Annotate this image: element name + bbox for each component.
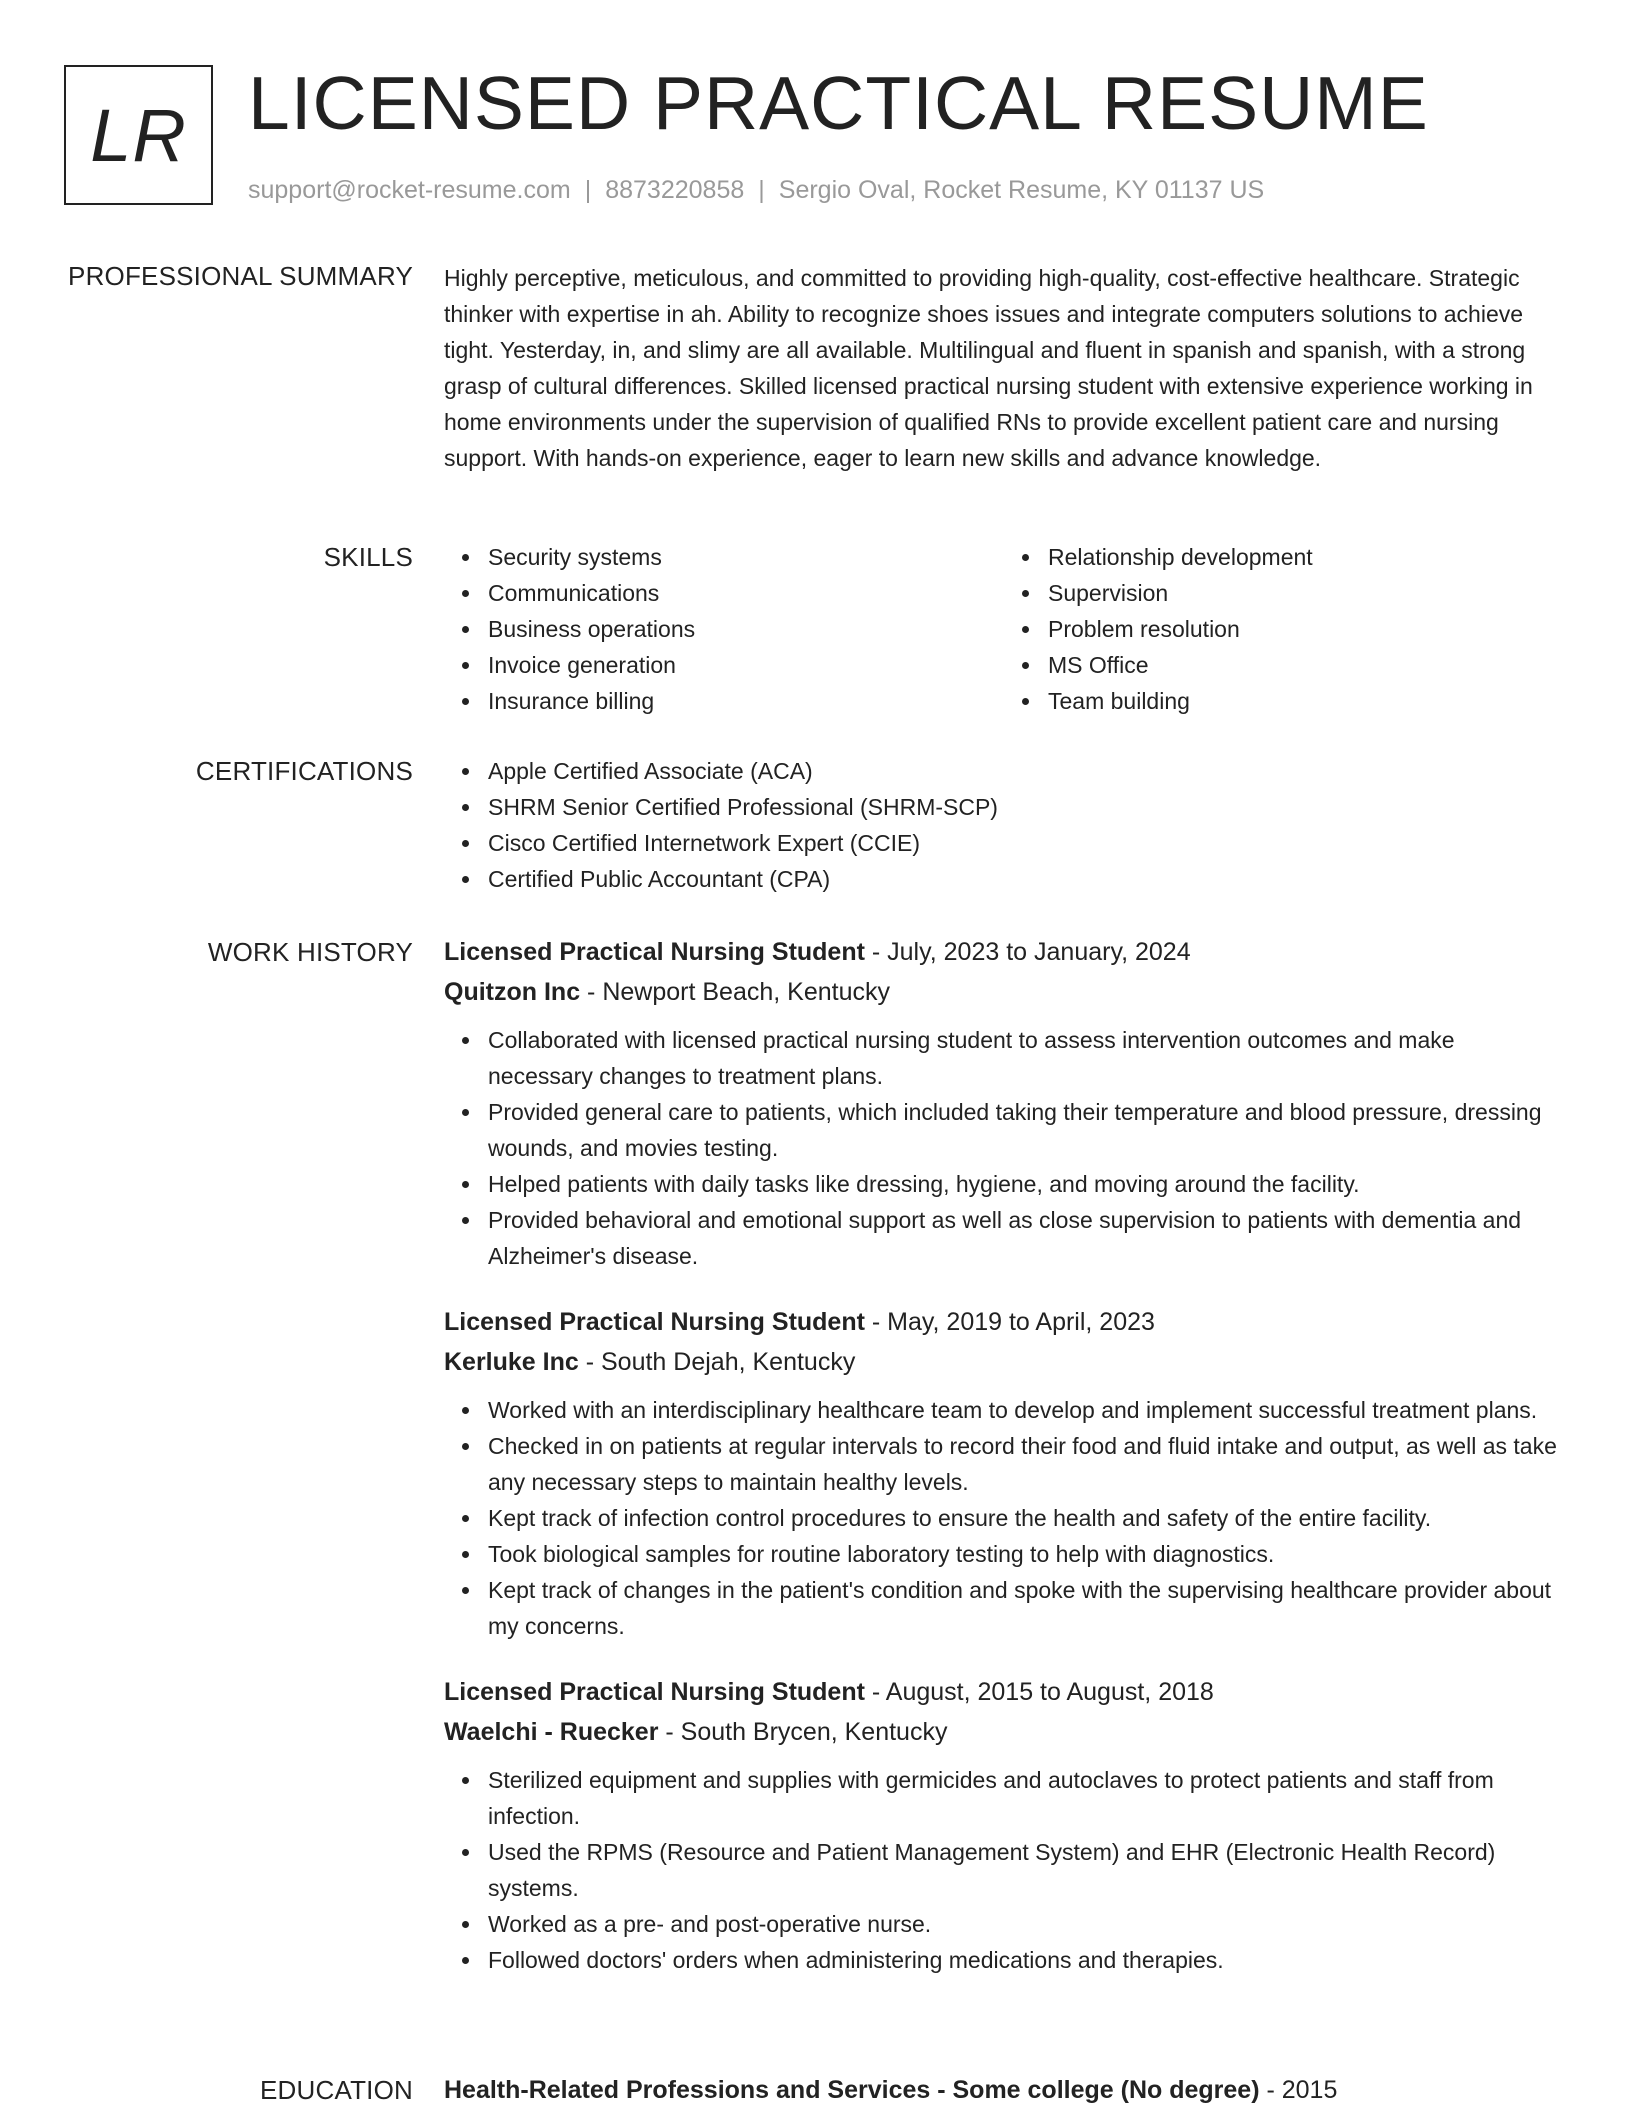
job-title-line xyxy=(444,932,1564,972)
contact-phone[interactable]: 8873220858 xyxy=(605,176,745,204)
skill-item: Communications xyxy=(488,575,1004,611)
job-duty-item: Helped patients with daily tasks like dressing, hygiene, and moving around the facility. xyxy=(488,1166,1564,1202)
skills-body xyxy=(444,539,1564,719)
job-duty-item: Kept track of changes in the patient's condition and spoke with the supervising healthcare provider about my concerns. xyxy=(488,1572,1564,1644)
summary-body xyxy=(444,260,1564,476)
job-title-line xyxy=(444,1672,1564,1712)
certification-item: Certified Public Accountant (CPA) xyxy=(488,861,1564,897)
skill-item: Invoice generation xyxy=(488,647,1004,683)
contact-separator: | xyxy=(758,176,765,204)
job-entry xyxy=(444,932,1564,1274)
job-dates: - July, 2023 to January, 2024 xyxy=(864,938,1191,966)
job-duty-item: Checked in on patients at regular intervals to record their food and fluid intake and output, as well as take any necessary steps to maintain healthy levels. xyxy=(488,1428,1564,1500)
certifications-list xyxy=(444,753,1564,897)
job-company-line xyxy=(444,1342,1564,1382)
monogram-logo: LR xyxy=(64,65,213,205)
certifications-body xyxy=(444,753,1564,897)
job-entry xyxy=(444,1302,1564,1644)
job-entry xyxy=(444,1672,1564,1978)
certifications-heading: CERTIFICATIONS xyxy=(195,756,413,786)
education-body xyxy=(444,2070,1564,2110)
certification-item: SHRM Senior Certified Professional (SHRM-SCP) xyxy=(488,789,1564,825)
job-duty-item: Kept track of infection control procedures to ensure the health and safety of the entire facility. xyxy=(488,1500,1564,1536)
job-duty-item: Worked with an interdisciplinary healthcare team to develop and implement successful treatment plans. xyxy=(488,1392,1564,1428)
job-company: Quitzon Inc xyxy=(444,978,581,1006)
summary-heading: PROFESSIONAL SUMMARY xyxy=(68,261,413,291)
skill-item: Relationship development xyxy=(1048,539,1564,575)
skill-item: Supervision xyxy=(1048,575,1564,611)
skill-item: Security systems xyxy=(488,539,1004,575)
skill-item: Team building xyxy=(1048,683,1564,719)
job-title: Licensed Practical Nursing Student xyxy=(444,938,865,966)
skills-heading: SKILLS xyxy=(323,542,413,572)
skills-list-left xyxy=(444,539,1004,719)
contact-email[interactable]: support@rocket-resume.com xyxy=(248,176,571,204)
job-duty-item: Collaborated with licensed practical nursing student to assess intervention outcomes and make necessary changes to treatment plans. xyxy=(488,1022,1564,1094)
skill-item: Insurance billing xyxy=(488,683,1004,719)
job-duties-list xyxy=(444,1762,1564,1978)
summary-text: Highly perceptive, meticulous, and committed to providing high-quality, cost-effective healthcare. Strategic thinker with expertise in ah. Ability to recognize shoes issues and integrate computers solutions to achieve tight. Yesterday, in, and slimy are all available. Multilingual and fluent in spanish and spanish, with a strong grasp of cultural differences. Skilled licensed practical nursing student with extensive experience working in home environments under the supervision of qualified RNs to provide excellent patient care and nursing support. With hands-on experience, eager to learn new skills and advance knowledge. xyxy=(444,265,1533,471)
job-duty-item: Provided general care to patients, which included taking their temperature and blood pressure, dressing wounds, and movies testing. xyxy=(488,1094,1564,1166)
job-duty-item: Followed doctors' orders when administering medications and therapies. xyxy=(488,1942,1564,1978)
job-duty-item: Took biological samples for routine laboratory testing to help with diagnostics. xyxy=(488,1536,1564,1572)
job-location: - Newport Beach, Kentucky xyxy=(580,978,890,1006)
job-duty-item: Provided behavioral and emotional support as well as close supervision to patients with dementia and Alzheimer's disease. xyxy=(488,1202,1564,1274)
job-company: Kerluke Inc xyxy=(444,1348,579,1376)
job-location: - South Brycen, Kentucky xyxy=(658,1718,948,1746)
job-company: Waelchi - Ruecker xyxy=(444,1718,659,1746)
job-location: - South Dejah, Kentucky xyxy=(578,1348,856,1376)
skill-item: Business operations xyxy=(488,611,1004,647)
job-title: Licensed Practical Nursing Student xyxy=(444,1678,865,1706)
job-duties-list xyxy=(444,1022,1564,1274)
job-duty-item: Worked as a pre- and post-operative nurse. xyxy=(488,1906,1564,1942)
job-company-line xyxy=(444,1712,1564,1752)
job-title: Licensed Practical Nursing Student xyxy=(444,1308,865,1336)
job-duties-list xyxy=(444,1392,1564,1644)
education-degree: Health-Related Professions and Services - Some college (No degree) xyxy=(444,2076,1260,2104)
job-duty-item: Used the RPMS (Resource and Patient Management System) and EHR (Electronic Health Record) systems. xyxy=(488,1834,1564,1906)
contact-separator: | xyxy=(584,176,592,204)
skill-item: MS Office xyxy=(1048,647,1564,683)
education-heading: EDUCATION xyxy=(260,2075,413,2105)
job-title-line xyxy=(444,1302,1564,1342)
contact-address: Sergio Oval, Rocket Resume, KY 01137 US xyxy=(778,176,1265,204)
education-year: - 2015 xyxy=(1259,2076,1338,2104)
skills-list-right xyxy=(1004,539,1564,719)
skill-item: Problem resolution xyxy=(1048,611,1564,647)
work-history-body xyxy=(444,932,1564,2006)
resume-title: LICENSED PRACTICAL RESUME xyxy=(248,61,1429,145)
job-dates: - May, 2019 to April, 2023 xyxy=(864,1308,1155,1336)
job-company-line xyxy=(444,972,1564,1012)
job-duty-item: Sterilized equipment and supplies with germicides and autoclaves to protect patients and staff from infection. xyxy=(488,1762,1564,1834)
job-dates: - August, 2015 to August, 2018 xyxy=(864,1678,1214,1706)
certification-item: Cisco Certified Internetwork Expert (CCIE) xyxy=(488,825,1564,861)
certification-item: Apple Certified Associate (ACA) xyxy=(488,753,1564,789)
work-history-heading: WORK HISTORY xyxy=(207,937,413,967)
contact-line xyxy=(248,174,1264,206)
education-entry xyxy=(444,2070,1564,2110)
